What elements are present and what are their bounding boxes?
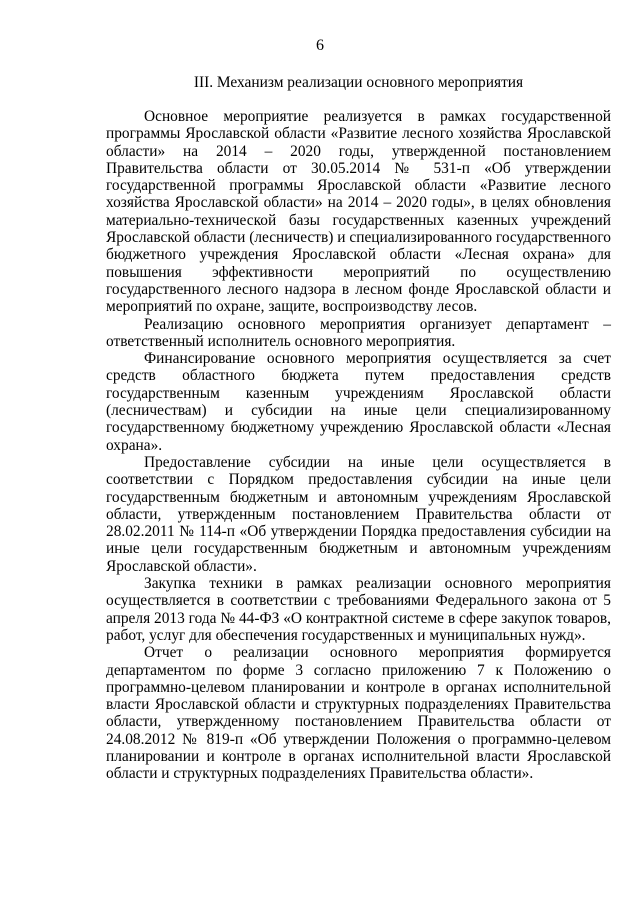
paragraph-financing: Финансирование основного мероприятия осуществляется за счет средств областного бюджета путем предоставления средств государственным казенным учреждениям Ярославской области (лесничествам) и субсидии на иные цели специализированному государственному бюджетному учреждению Ярославской области «Лесная охрана». bbox=[106, 350, 611, 454]
paragraph-procurement: Закупка техники в рамках реализации основного мероприятия осуществляется в соответствии с требованиями Федерального закона от 5 апреля 2013 года № 44-ФЗ «О контрактной системе в сфере закупок товаров, работ, услуг для обеспечения государственных и муниципальных нужд». bbox=[106, 575, 611, 644]
paragraph-main-activity: Основное мероприятие реализуется в рамках государственной программы Ярославской области «Развитие лесного хозяйства Ярославской области» на 2014 – 2020 годы, утвержденной постановлением Правительства области от 30.05.2014 № 531-п «Об утверждении государственной программы Ярославской области «Развитие лесного хозяйства Ярославской области» на 2014 – 2020 годы», в целях обновления материально-технической базы государственных казенных учреждений Ярославской области (лесничеств) и специализированного государственного бюджетного учреждения Ярославской области «Лесная охрана» для повышения эффективности мероприятий по осуществлению государственного лесного надзора в лесном фонде Ярославской области и мероприятий по охране, защите, воспроизводству лесов. bbox=[106, 108, 611, 316]
paragraph-subsidy: Предоставление субсидии на иные цели осуществляется в соответствии с Порядком предоставления субсидии на иные цели государственным бюджетным и автономным учреждениям Ярославской области, утвержденным постановлением Правительства области от 28.02.2011 № 114-п «Об утверждении Порядка предоставления субсидии на иные цели государственным бюджетным и автономным учреждениям Ярославской области». bbox=[106, 453, 611, 575]
paragraph-report: Отчет о реализации основного мероприятия формируется департаментом по форме 3 согласно приложению 7 к Положению о программно-целевом планировании и контроле в органах исполнительной власти Ярославской области и структурных подразделениях Правительства области, утвержденному постановлением Правительства области от 24.08.2012 № 819-п «Об утверждении Положения о программно-целевом планировании и контроле в органах исполнительной власти Ярославской области и структурных подразделениях Правительства области». bbox=[106, 644, 611, 783]
document-body bbox=[106, 108, 611, 783]
page-number: 6 bbox=[316, 37, 324, 54]
section-title: III. Механизм реализации основного мероприятия bbox=[193, 74, 524, 91]
paragraph-organizer: Реализацию основного мероприятия организует департамент – ответственный исполнитель основного мероприятия. bbox=[106, 315, 611, 350]
